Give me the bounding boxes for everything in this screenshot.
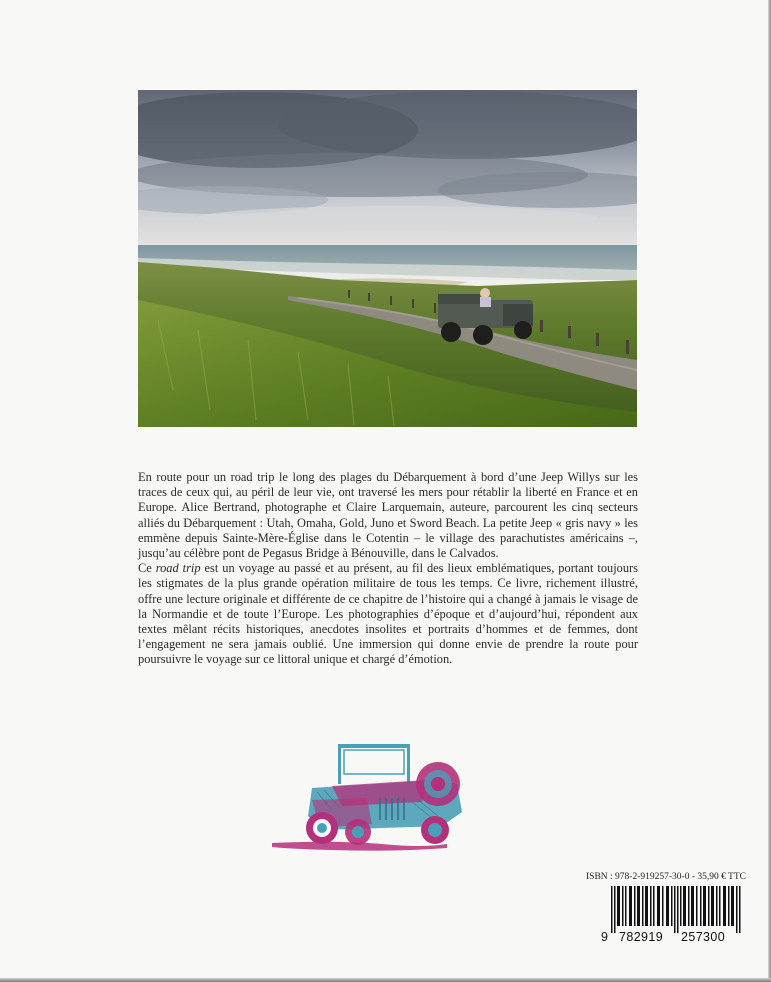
blurb-text: est un voyage au passé et au présent, au fil des lieux emblématiques, portant toujours les stigmates de la plus grande opération militaire de tous les temps. Ce livre, richement illustré, offre une lecture originale et différente de ce chapitre de l’histoire qui a changé à jamais le visage de la Normandie et de toute l’Europe. Les photographies d’époque et d’aujourd’hui, répondent aux textes mêlant récits historiques, anecdotes insolites et portraits d’hommes et de femmes, dont l’engagement ne sera jamais oublié. Une immersion qui donne envie de prendre la route pour poursuivre le voyage sur ce littoral unique et chargé d’émotion. [138,561,638,667]
blurb-paragraph: En route pour un road trip le long des plages du Débarquement à bord d’une Jeep Willys sur les traces de ceux qui, au péril de leur vie, ont traversé les mers pour rétablir la liberté en France et en Europe. Alice Bertrand, photographe et Claire Larquemain, auteure, parcourent les cinq secteurs alliés du Débarquement : Utah, Omaha, Gold, Juno et Sword Beach. La petite Jeep « gris navy » les emmène depuis Sainte-Mère-Église dans le Cotentin – le village des parachutistes américains –, jusqu’au célèbre pont de Pegasus Bridge à Bénouville, dans le Calvados. [138,470,638,561]
blurb-text: Ce [138,561,156,576]
barcode-digit-first: 9 [601,930,609,944]
blurb-paragraph [138,561,638,667]
jeep-illustration [272,740,472,855]
barcode-bars [611,886,743,933]
jeep-illustration-icon [272,740,472,855]
barcode-icon [611,886,743,933]
page-edge [0,978,771,982]
back-cover-text [138,470,638,668]
isbn-price-label: ISBN : 978-2-919257-30-0 - 35,90 € TTC [586,872,746,882]
cover-photo [138,90,637,427]
beach-jeep-photo [138,90,637,427]
barcode-digits-right: 257300 [681,930,726,944]
blurb-emphasis: road trip [155,561,201,576]
barcode [601,886,745,946]
barcode-digits-left: 782919 [619,930,664,944]
